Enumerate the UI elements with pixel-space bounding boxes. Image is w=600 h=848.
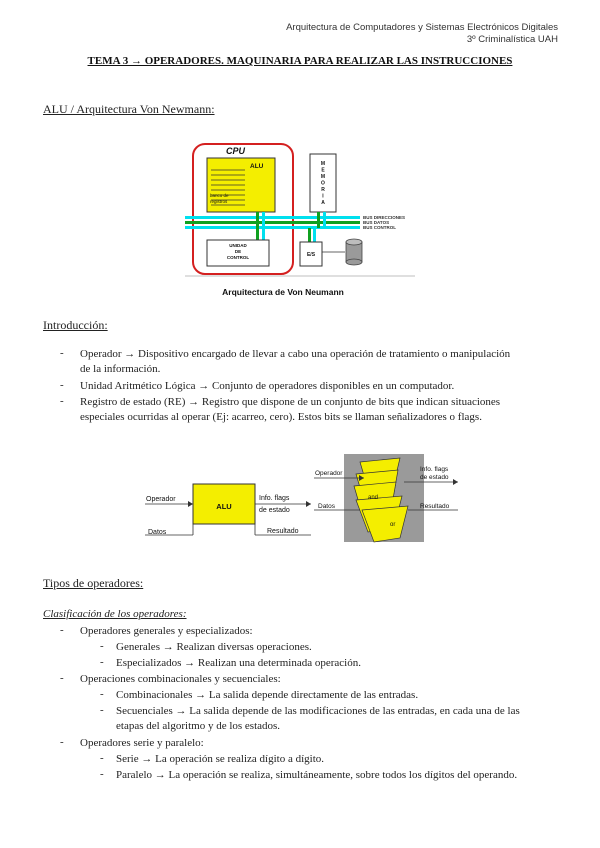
- clasif-subitem-line: Secuenciales → La salida depende de las modificaciones de las entradas, en cada una de las: [116, 705, 520, 717]
- clasificacion-heading: Clasificación de los operadores:: [43, 608, 187, 620]
- clasif-subitem: - Secuenciales → La salida depende de las modificaciones de las entradas, en cada una de las etapas del algoritmo y de los estados.: [60, 704, 560, 736]
- intro-item-line: especiales ocurridas al operar (Ej: acarreo, cero). Estos bits se llaman señalizadores o flags.: [80, 411, 482, 423]
- es-label: E/S: [306, 252, 316, 258]
- ops-output-flags-2: de estado: [420, 474, 449, 481]
- alu-block-diagram: [143, 480, 313, 542]
- intro-item: - Operador → Dispositivo encargado de llevar a cabo una operación de tratamiento o manipulación de la información.: [60, 347, 560, 379]
- bus-datos: [185, 221, 360, 224]
- header-degree: 3º Criminalística UAH: [466, 34, 558, 45]
- intro-item-line: Operador → Dispositivo encargado de llevar a cabo una operación de tratamiento o manipulación: [80, 348, 511, 360]
- alu-input-datos: Datos: [148, 529, 167, 536]
- clasif-subitem: - Paralelo → La operación se realiza, simultáneamente, sobre todos los dígitos del operando.: [60, 768, 560, 784]
- alu-output-resultado: Resultado: [267, 528, 299, 535]
- regs-label-1: banco de: [210, 193, 229, 198]
- page-title: TEMA 3 → OPERADORES. MAQUINARIA PARA REALIZAR LAS INSTRUCCIONES: [87, 55, 513, 67]
- clasif-subitem: - Serie → La operación se realiza dígito a dígito.: [60, 752, 560, 768]
- section-intro-heading: Introducción:: [43, 318, 108, 332]
- intro-item-line: Registro de estado (RE) → Registro que dispone de un conjunto de bits que indican situaciones: [80, 396, 501, 408]
- intro-item: - Unidad Aritmético Lógica → Conjunto de operadores disponibles en un computador.: [60, 379, 560, 395]
- clasif-item: - Operadores serie y paralelo:: [60, 736, 560, 752]
- memory-letter: I: [322, 193, 324, 200]
- memory-letter: M: [320, 174, 326, 180]
- header-course: Arquitectura de Computadores y Sistemas Electrónicos Digitales: [286, 22, 558, 33]
- ops-output-resultado: Resultado: [420, 503, 450, 510]
- disk-top: [346, 239, 362, 245]
- intro-item: - Registro de estado (RE) → Registro que dispone de un conjunto de bits que indican situaciones especiales ocurridas al operar (Ej: acarreo, cero). Estos bits se llaman señalizadores o flags.: [60, 395, 560, 427]
- control-label-3: CONTROL: [226, 255, 250, 260]
- clasif-subitem-line: Generales → Realizan diversas operaciones.: [116, 641, 312, 653]
- clasif-item-label: Operadores generales y especializados:: [80, 625, 253, 637]
- memory-letter: M: [320, 161, 326, 167]
- bus-label-3: BUS CONTROL: [363, 225, 396, 230]
- ops-input-operador: Operador: [315, 470, 343, 477]
- conn-alu-2: [262, 212, 265, 240]
- intro-list: [60, 347, 560, 427]
- conn-es: [308, 228, 311, 242]
- memory-letter: O: [321, 180, 325, 187]
- conn-alu: [256, 212, 259, 240]
- conn-mem-2: [323, 212, 326, 228]
- clasif-item: - Operadores generales y especializados:: [60, 624, 560, 640]
- clasif-subitem: - Generales → Realizan diversas operaciones.: [60, 640, 560, 656]
- regs-label-2: registros: [210, 199, 228, 204]
- memory-letter: A: [321, 200, 325, 206]
- clasif-item: - Operaciones combinacionales y secuenciales:: [60, 672, 560, 688]
- alu-input-operador: Operador: [146, 496, 176, 503]
- op-and-label: and: [368, 495, 379, 501]
- clasif-item-label: Operadores serie y paralelo:: [80, 737, 204, 749]
- intro-item-line: Unidad Aritmético Lógica → Conjunto de operadores disponibles en un computador.: [80, 380, 455, 392]
- intro-item-line: de la información.: [80, 363, 161, 375]
- bus-label-2: BUS DATOS: [363, 220, 390, 225]
- alu-box-label: ALU: [216, 502, 232, 511]
- clasif-subitem-line: Paralelo → La operación se realiza, simultáneamente, sobre todos los dígitos del operando.: [116, 769, 518, 781]
- memory-letter: E: [321, 167, 325, 174]
- clasif-subitem-line: Especializados → Realizan una determinada operación.: [116, 657, 361, 669]
- clasificacion-list: [60, 624, 560, 784]
- clasif-subitem-line: etapas del algoritmo y de los estados.: [116, 720, 281, 732]
- memory-letter: R: [321, 187, 325, 193]
- von-neumann-diagram: [183, 140, 423, 300]
- bus-control: [185, 226, 360, 229]
- cpu-label: CPU: [226, 146, 246, 156]
- bus-direcciones: [185, 216, 360, 219]
- clasif-subitem-line: Combinacionales → La salida depende directamente de las entradas.: [116, 689, 419, 701]
- section-alu-heading: ALU / Arquitectura Von Newmann:: [43, 102, 215, 116]
- clasif-subitem: - Especializados → Realizan una determinada operación.: [60, 656, 560, 672]
- conn-mem: [317, 212, 320, 228]
- control-label-2: DE: [234, 249, 242, 254]
- bus-label-1: BUS DIRECCIONES: [363, 215, 406, 220]
- alu-label: ALU: [250, 163, 264, 170]
- control-label-1: UNIDAD: [229, 243, 247, 248]
- clasif-subitem-line: Serie → La operación se realiza dígito a dígito.: [116, 753, 325, 765]
- operators-stack-diagram: [312, 452, 462, 546]
- clasif-subitem: - Combinacionales → La salida depende directamente de las entradas.: [60, 688, 560, 704]
- conn-es-2: [313, 228, 316, 242]
- ops-output-flags-1: Info. flags: [420, 466, 449, 473]
- memory-label: [321, 161, 325, 206]
- op-or-label: or: [390, 522, 396, 528]
- alu-output-flags-2: de estado: [259, 507, 290, 514]
- alu-output-flags-1: Info. flags: [259, 495, 290, 502]
- section-tipos-heading: Tipos de operadores:: [43, 576, 144, 590]
- ops-input-datos: Datos: [318, 503, 335, 510]
- figure-caption: Arquitectura de Von Neumann: [222, 287, 344, 297]
- clasif-item-label: Operaciones combinacionales y secuenciales:: [80, 673, 281, 685]
